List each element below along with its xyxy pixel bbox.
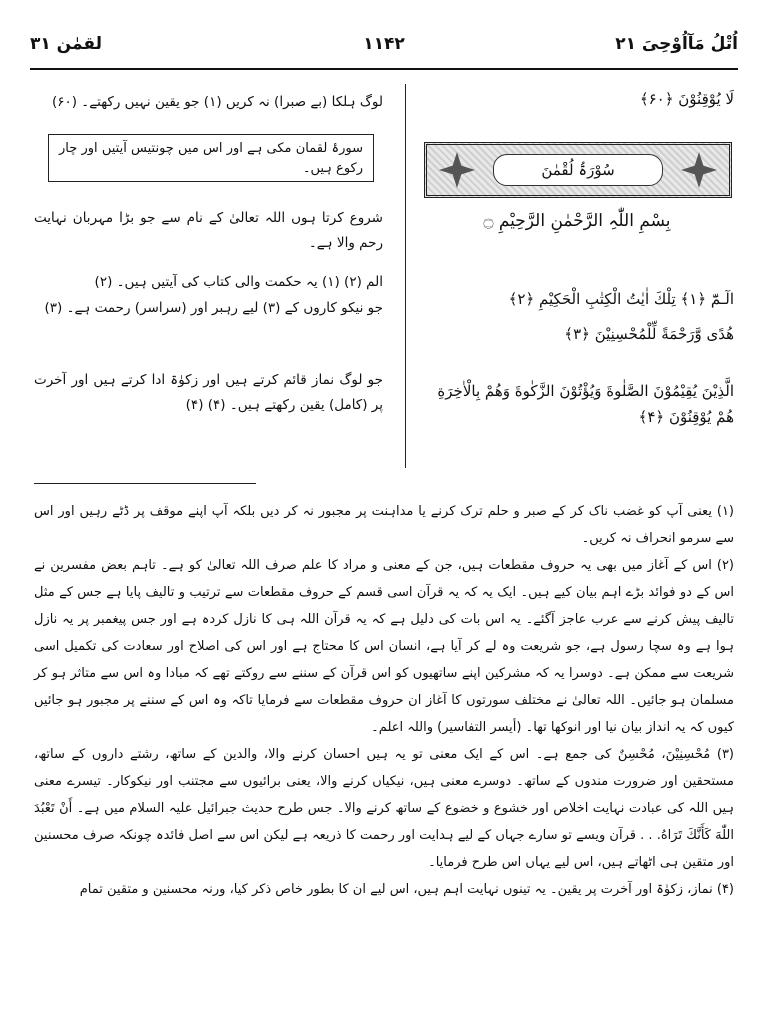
translation-verse-1-2: الم (۲) (۱) یہ حکمت والی کتاب کی آیتیں ہیں۔ (۲) xyxy=(94,274,383,290)
star-ornament-icon xyxy=(439,152,475,188)
footnote-divider xyxy=(34,483,256,484)
footnote-4: (۴) نماز، زکوٰۃ اور آخرت پر یقین۔ یہ تینوں نہایت اہم ہیں، اس لیے ان کا بطور خاص ذکر کیا، ورنہ محسنین و متقین تمام xyxy=(79,882,734,897)
footnotes xyxy=(34,498,734,903)
surah-banner xyxy=(424,142,732,198)
translation-line-60: لوگ ہلکا (بے صبرا) نہ کریں (۱) جو یقین نہیں رکھتے۔ (۶۰) xyxy=(51,94,383,110)
page-number: ۱۱۴۲ xyxy=(363,34,405,54)
translation-bismillah: شروع کرتا ہوں اللہ تعالیٰ کے نام سے جو بڑا مہربان نہایت رحم والا ہے۔ xyxy=(34,210,383,251)
arabic-verse-1-2: الٓـمّٓ ﴿۱﴾ تِلْكَ اٰیٰتُ الْكِتٰبِ الْحَكِیْمِ ﴿۲﴾ xyxy=(508,290,734,308)
surah-banner-title: سُوْرَۃُ لُقْمٰنَ xyxy=(493,154,663,186)
footnote-2: (۲) اس کے آغاز میں بھی یہ حروف مقطعات ہیں، جن کے معنی و مراد کا علم صرف اللہ تعالیٰ کو ہے۔ تاہم بعض مفسرین نے اس کے دو فوائد بڑے اہم بیان کیے ہیں۔ ایک یہ کہ یہ قرآن اسی قسم کے حروف مقطعات سے ترتیب و تالیف پایا ہے جس کے مثل تالیف پیش کرنے سے عرب عاجز آگئے۔ یہ اس بات کی دلیل ہے کہ یہ قرآن اللہ ہی کا نازل کردہ ہے اور جس پیغمبر پر یہ نازل ہوا ہے وہ سچا رسول ہے، جو شریعت وہ لے کر آیا ہے، انسان اس کا محتاج ہے اور اس کی اصلاح اور سعادت کی تکمیل اسی شریعت سے ممکن ہے۔ دوسرا یہ کہ مشرکین اپنے ساتھیوں کو اس قرآن کے سننے سے روکتے تھے کہ مبادا وہ اس سے متاثر ہو کر مسلمان ہو جائیں۔ اللہ تعالیٰ نے مختلف سورتوں کا آغاز ان حروف مقطعات سے فرمایا تاکہ وہ اس کے سننے پر مجبور ہو جائیں کیوں کہ یہ انداز بیان نیا اور انوکھا تھا۔ (أیسر التفاسیر) واللہ اعلم۔ xyxy=(34,558,734,735)
header-divider xyxy=(30,68,738,70)
surah-name: لقمٰن ۳۱ xyxy=(30,34,102,54)
arabic-fragment-top: لَا یُوْقِنُوْنَ ﴿۶۰﴾ xyxy=(639,90,734,108)
surah-info-box: سورۂ لقمان مکی ہے اور اس میں چونتیس آیتیں اور چار رکوع ہیں۔ xyxy=(48,134,374,182)
page-header xyxy=(30,34,738,64)
bismillah-arabic: بِسْمِ اللّٰہِ الرَّحْمٰنِ الرَّحِیْمِ ۝ xyxy=(483,211,671,231)
column-divider xyxy=(405,84,406,468)
arabic-verse-4: الَّذِیْنَ یُقِیْمُوْنَ الصَّلٰوةَ وَیُؤْتُوْنَ الزَّكٰوةَ وَهُمْ بِالْاٰخِرَةِ هُمْ یُوْقِنُوْنَ ﴿۴﴾ xyxy=(437,382,734,426)
star-ornament-icon xyxy=(681,152,717,188)
footnote-1: (۱) یعنی آپ کو غضب ناک کر کے صبر و حلم ترک کرنے یا مداہنت پر مجبور نہ کر دیں بلکہ آپ اپنے موقف پر ڈٹے رہیں اور اس سے سرمو انحراف نہ کریں۔ xyxy=(34,504,734,546)
translation-verse-4: جو لوگ نماز قائم کرتے ہیں اور زکوٰۃ ادا کرتے ہیں اور آخرت پر (کامل) یقین رکھتے ہیں۔ (۴) (۴) xyxy=(34,372,383,413)
translation-verse-3: جو نیکو کاروں کے (۳) لیے رہبر اور (سراسر) رحمت ہے۔ (۳) xyxy=(44,300,383,316)
footnote-3: (۳) مُحْسِنِیْنَ، مُحْسِنٌ کی جمع ہے۔ اس کے ایک معنی تو یہ ہیں احسان کرنے والا، والدین کے ساتھ، رشتے داروں کے ساتھ، مستحقین اور ضرورت مندوں کے ساتھ۔ دوسرے معنی ہیں، نیکیاں کرنے والا، یعنی برائیوں سے مجتنب اور نیکوکار۔ تیسرے معنی ہیں اللہ کی عبادت نہایت اخلاص اور خشوع و خضوع کے ساتھ کرنے والا۔ جس طرح حدیث جبرائیل علیہ السلام میں ہے۔ أَنْ تَعْبُدَ اللّٰهَ كَأَنَّكَ تَرَاهُ. . . قرآن ویسے تو سارے جہاں کے لیے ہدایت اور رحمت کا ذریعہ ہے لیکن اس سے اصل فائدہ چونکہ صرف محسنین اور متقین ہی اٹھاتے ہیں، اس لیے یہاں اس طرح فرمایا۔ xyxy=(34,747,734,870)
para-name: اُتْلُ مَآاُوْحِیَ ۲۱ xyxy=(615,34,738,54)
arabic-verse-3: هُدًى وَّرَحْمَةً لِّلْمُحْسِنِیْنَ ﴿۳﴾ xyxy=(564,325,734,343)
